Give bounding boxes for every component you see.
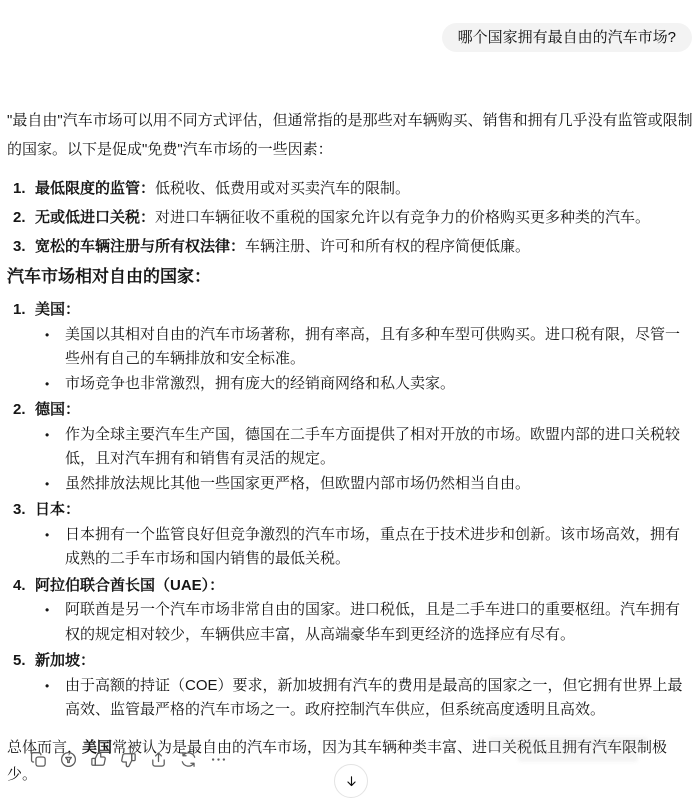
bullet-text: 由于高额的持证（COE）要求，新加坡拥有汽车的费用是最高的国家之一，但它拥有世界上最高效、监管最严格的汽车市场之一。政府控制汽车供应，但系统高度透明且高效。 xyxy=(65,676,683,718)
copy-icon xyxy=(29,750,48,769)
country-name: 新加坡： xyxy=(35,652,96,669)
factor-text: 车辆注册、许可和所有权的程序简便低廉。 xyxy=(245,238,531,255)
factor-label: 无或低进口关税： xyxy=(35,209,156,226)
country-item-japan xyxy=(7,498,694,572)
scroll-to-bottom-button[interactable] xyxy=(334,764,368,798)
thumbs-up-button[interactable] xyxy=(87,748,109,770)
bullet-text: 市场竞争也非常激烈，拥有庞大的经销商网络和私人卖家。 xyxy=(65,374,456,392)
country-number: 4. xyxy=(13,576,26,594)
regenerate-button[interactable] xyxy=(177,748,199,770)
more-options-button[interactable] xyxy=(207,748,229,770)
assistant-message xyxy=(7,106,694,788)
country-number: 5. xyxy=(13,652,26,669)
factor-text: 对进口车辆征收不重税的国家允许以有竞争力的价格购买更多种类的汽车。 xyxy=(155,209,651,226)
factor-number: 1. xyxy=(13,180,26,197)
factor-text: 低税收、低费用或对买卖汽车的限制。 xyxy=(155,180,411,197)
factors-list xyxy=(7,174,694,261)
bullet-dot-icon: • xyxy=(45,603,50,617)
bullet-dot-icon: • xyxy=(45,678,50,693)
bullet-dot-icon: • xyxy=(45,476,50,491)
countries-list xyxy=(7,298,694,723)
factor-number: 2. xyxy=(13,209,26,226)
bullet-text: 日本拥有一个监管良好但竞争激烈的汽车市场，重点在于技术进步和创新。该市场高效，拥有成熟的二手车市场和国内销售的最低关税。 xyxy=(65,525,681,567)
country-name: 日本： xyxy=(35,501,81,518)
thumbs-up-icon xyxy=(89,750,108,769)
country-bullet xyxy=(35,523,694,572)
country-number: 2. xyxy=(13,401,26,418)
country-bullet xyxy=(35,674,694,723)
read-aloud-button[interactable] xyxy=(57,748,79,770)
country-bullet xyxy=(35,323,694,372)
user-message-bubble: 哪个国家拥有最自由的汽车市场? xyxy=(442,23,692,52)
bullet-dot-icon: • xyxy=(45,527,50,542)
conclusion-prefix: 总体而言， xyxy=(7,738,83,756)
country-name: 德国： xyxy=(35,401,81,418)
country-bullet xyxy=(35,598,694,647)
country-item-uae xyxy=(7,574,694,648)
bullet-text: 阿联酋是另一个汽车市场非常自由的国家。进口税低，且是二手车进口的重要枢纽。汽车拥有权的规定相对较少，车辆供应丰富，从高端豪华车到更经济的选择应有尽有。 xyxy=(65,601,681,643)
bullet-dot-icon: • xyxy=(45,327,50,342)
factor-item xyxy=(7,174,694,203)
regenerate-icon xyxy=(179,750,198,769)
country-number: 1. xyxy=(13,301,26,318)
factor-number: 3. xyxy=(13,238,26,255)
arrow-down-icon xyxy=(344,774,359,789)
bullet-text: 美国以其相对自由的汽车市场著称，拥有率高，且有多种车型可供购买。进口税有限，尽管一些州有自己的车辆排放和安全标准。 xyxy=(65,325,681,367)
thumbs-down-button[interactable] xyxy=(117,748,139,770)
bullet-dot-icon: • xyxy=(45,427,50,442)
country-bullet xyxy=(35,472,694,497)
user-message-row xyxy=(442,23,692,52)
section-heading: 汽车市场相对自由的国家： xyxy=(7,267,211,286)
bullet-dot-icon: • xyxy=(45,376,50,391)
bullet-text: 虽然排放法规比其他一些国家更严格，但欧盟内部市场仍然相当自由。 xyxy=(65,474,531,492)
factor-label: 最低限度的监管： xyxy=(35,180,156,197)
country-bullet xyxy=(35,372,694,397)
country-item-usa xyxy=(7,298,694,396)
country-item-germany xyxy=(7,398,694,496)
assistant-intro: "最自由"汽车市场可以用不同方式评估，但通常指的是那些对车辆购买、销售和拥有几乎没有监管或限制的国家。以下是促成"免费"汽车市场的一些因素： xyxy=(7,112,693,158)
country-bullet xyxy=(35,423,694,472)
country-name: 美国： xyxy=(35,301,81,318)
country-item-singapore xyxy=(7,649,694,723)
country-name: 阿拉伯联合酋长国（UAE）： xyxy=(35,576,225,594)
thumbs-down-icon xyxy=(119,750,138,769)
country-number: 3. xyxy=(13,501,26,518)
conclusion-bold: 美国 xyxy=(82,738,113,756)
read-aloud-icon xyxy=(59,750,78,769)
bullet-text: 作为全球主要汽车生产国，德国在二手车方面提供了相对开放的市场。欧盟内部的进口关税较低，且对汽车拥有和销售有灵活的规定。 xyxy=(65,425,681,467)
message-toolbar xyxy=(27,748,229,770)
share-button[interactable] xyxy=(147,748,169,770)
factor-item xyxy=(7,232,694,261)
factor-label: 宽松的车辆注册与所有权法律： xyxy=(35,238,246,255)
more-options-icon xyxy=(209,750,228,769)
share-icon xyxy=(149,750,168,769)
factor-item xyxy=(7,203,694,232)
conclusion-suffix: 常被认为是最自由的汽车市场，因为其车辆种类丰富、进口关税低且拥有汽车限制极少。 xyxy=(7,738,668,783)
copy-button[interactable] xyxy=(27,748,49,770)
